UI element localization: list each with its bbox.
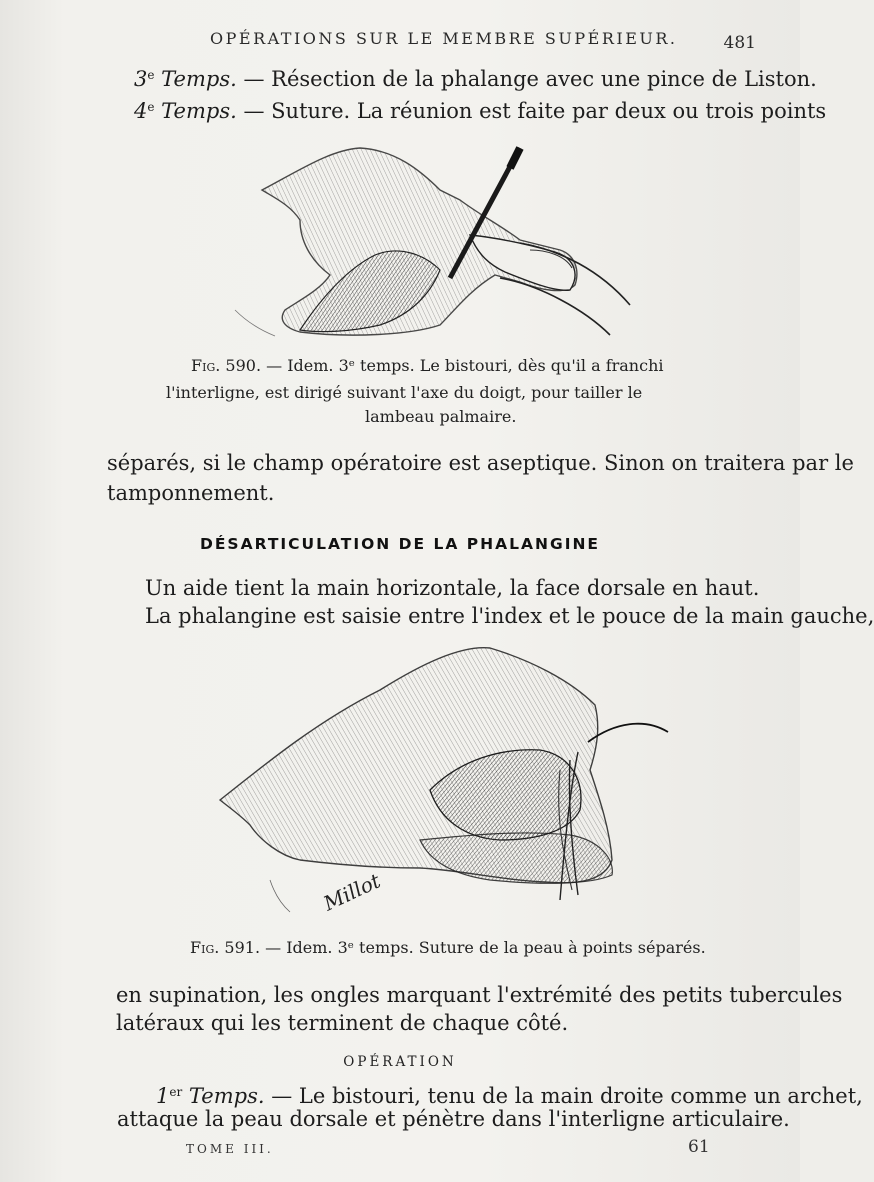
section-heading: DÉSARTICULATION DE LA PHALANGINE	[199, 535, 601, 553]
figure-590-caption-3: lambeau palmaire.	[365, 407, 517, 426]
operation-step-1-suffix: er	[169, 1085, 183, 1099]
operation-heading: OPÉRATION	[343, 1054, 457, 1070]
step-3-suffix: e	[147, 68, 155, 82]
paragraph-after-591-line-2: latéraux qui les terminent de chaque côté.	[116, 1011, 569, 1035]
step-3-ordinal: 3	[134, 67, 148, 91]
step-4-ordinal: 4	[134, 99, 148, 123]
figure-590-caption-1: — Idem. 3ᵉ temps. Le bistouri, dès qu'il a franchi	[266, 356, 664, 375]
figure-591-caption: — Idem. 3ᵉ temps. Suture de la peau à points séparés.	[265, 938, 706, 957]
figure-591-label: Fig. 591.	[190, 938, 261, 957]
step-4-text: — Suture. La réunion est faite par deux ou trois points	[243, 99, 827, 123]
figure-590-caption-2: l'interligne, est dirigé suivant l'axe du doigt, pour tailler le	[166, 383, 643, 402]
operation-step-1-label: Temps.	[188, 1084, 265, 1108]
paragraph-after-591-line-1: en supination, les ongles marquant l'extrémité des petits tubercules	[116, 983, 843, 1007]
step-3-label: Temps.	[161, 67, 237, 91]
footer-volume: TOME III.	[186, 1142, 274, 1156]
step-3-text: — Résection de la phalange avec une pince de Liston.	[243, 67, 817, 91]
figure-591-signature: Millot	[319, 868, 385, 916]
paragraph-after-590-line-2: tamponnement.	[107, 481, 275, 505]
figure-590-label: Fig. 590.	[191, 356, 262, 375]
figure-591-caption-line	[190, 936, 706, 959]
step-4-label: Temps.	[161, 99, 237, 123]
section-line-2: La phalangine est saisie entre l'index et le pouce de la main gauche,	[145, 604, 874, 628]
paragraph-after-590-line-1: séparés, si le champ opératoire est aseptique. Sinon on traitera par le	[107, 451, 854, 475]
operation-step-1-text: — Le bistouri, tenu de la main droite comme un archet,	[271, 1084, 863, 1108]
operation-continuation: attaque la peau dorsale et pénètre dans l'interligne articulaire.	[117, 1107, 790, 1131]
running-head: OPÉRATIONS SUR LE MEMBRE SUPÉRIEUR.	[210, 29, 678, 48]
footer-signature-mark: 61	[688, 1137, 710, 1157]
operation-step-1-ordinal: 1	[156, 1084, 170, 1108]
page-number: 481	[723, 33, 756, 53]
operation-step-1-line	[156, 1080, 863, 1108]
section-line-1: Un aide tient la main horizontale, la face dorsale en haut.	[145, 576, 760, 600]
step-4-suffix: e	[147, 100, 155, 114]
